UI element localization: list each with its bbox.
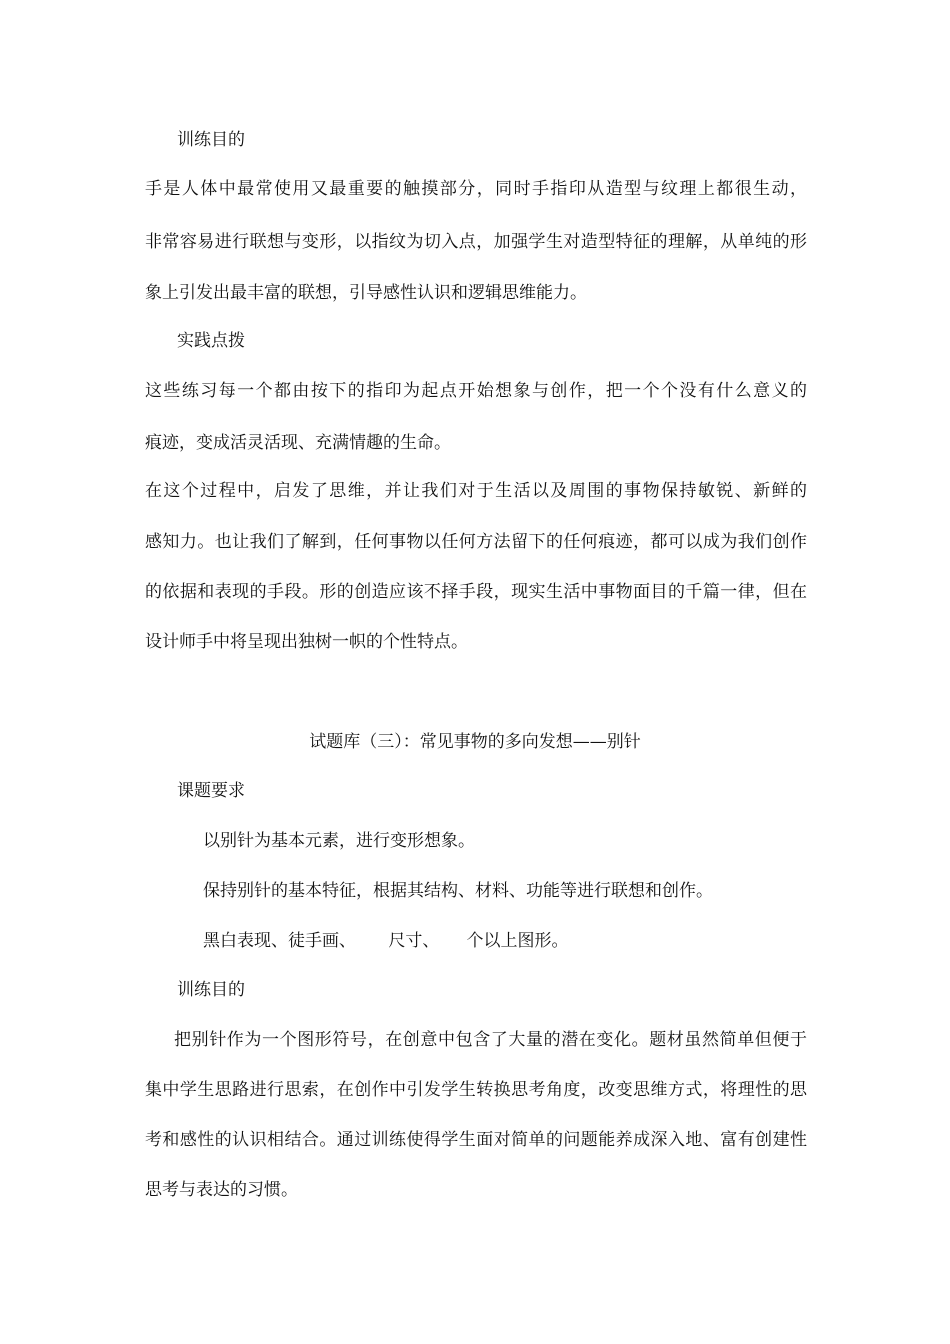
paragraph-line: 设计师手中将呈现出独树一帜的个性特点。 — [145, 632, 468, 652]
heading-requirements: 课题要求 — [177, 781, 245, 801]
paragraph-line: 象上引发出最丰富的联想，引导感性认识和逻辑思维能力。 — [145, 283, 587, 303]
paragraph-line: 手是人体中最常使用又最重要的触摸部分，同时手指印从造型与纹理上都很生动， — [145, 179, 807, 199]
paragraph-line: 考和感性的认识相结合。通过训练使得学生面对简单的问题能养成深入地、富有创建性 — [145, 1130, 807, 1150]
paragraph-line: 感知力。也让我们了解到，任何事物以任何方法留下的任何痕迹，都可以成为我们创作 — [145, 532, 807, 552]
requirement-item: 黑白表现、徒手画、 尺寸、 个以上图形。 — [203, 931, 569, 951]
paragraph-line: 思考与表达的习惯。 — [145, 1180, 298, 1200]
paragraph-line: 非常容易进行联想与变形，以指纹为切入点，加强学生对造型特征的理解，从单纯的形 — [145, 232, 807, 252]
requirement-item: 保持别针的基本特征，根据其结构、材料、功能等进行联想和创作。 — [203, 881, 713, 901]
heading-training-purpose: 训练目的 — [177, 130, 245, 150]
paragraph-line: 痕迹，变成活灵活现、充满情趣的生命。 — [145, 433, 451, 453]
section-title: 试题库（三）：常见事物的多向发想——别针 — [309, 732, 641, 752]
heading-practice-tips: 实践点拨 — [177, 331, 245, 351]
heading-training-purpose-2: 训练目的 — [177, 980, 245, 1000]
requirement-item: 以别针为基本元素，进行变形想象。 — [203, 831, 475, 851]
paragraph-line: 在这个过程中，启发了思维，并让我们对于生活以及周围的事物保持敏锐、新鲜的 — [145, 481, 807, 501]
paragraph-line: 集中学生思路进行思索，在创作中引发学生转换思考角度，改变思维方式，将理性的思 — [145, 1080, 807, 1100]
paragraph-line: 这些练习每一个都由按下的指印为起点开始想象与创作，把一个个没有什么意义的 — [145, 381, 807, 401]
paragraph-line: 的依据和表现的手段。形的创造应该不择手段，现实生活中事物面目的千篇一律，但在 — [145, 582, 807, 602]
paragraph-line: 把别针作为一个图形符号，在创意中包含了大量的潜在变化。题材虽然简单但便于 — [174, 1030, 807, 1050]
